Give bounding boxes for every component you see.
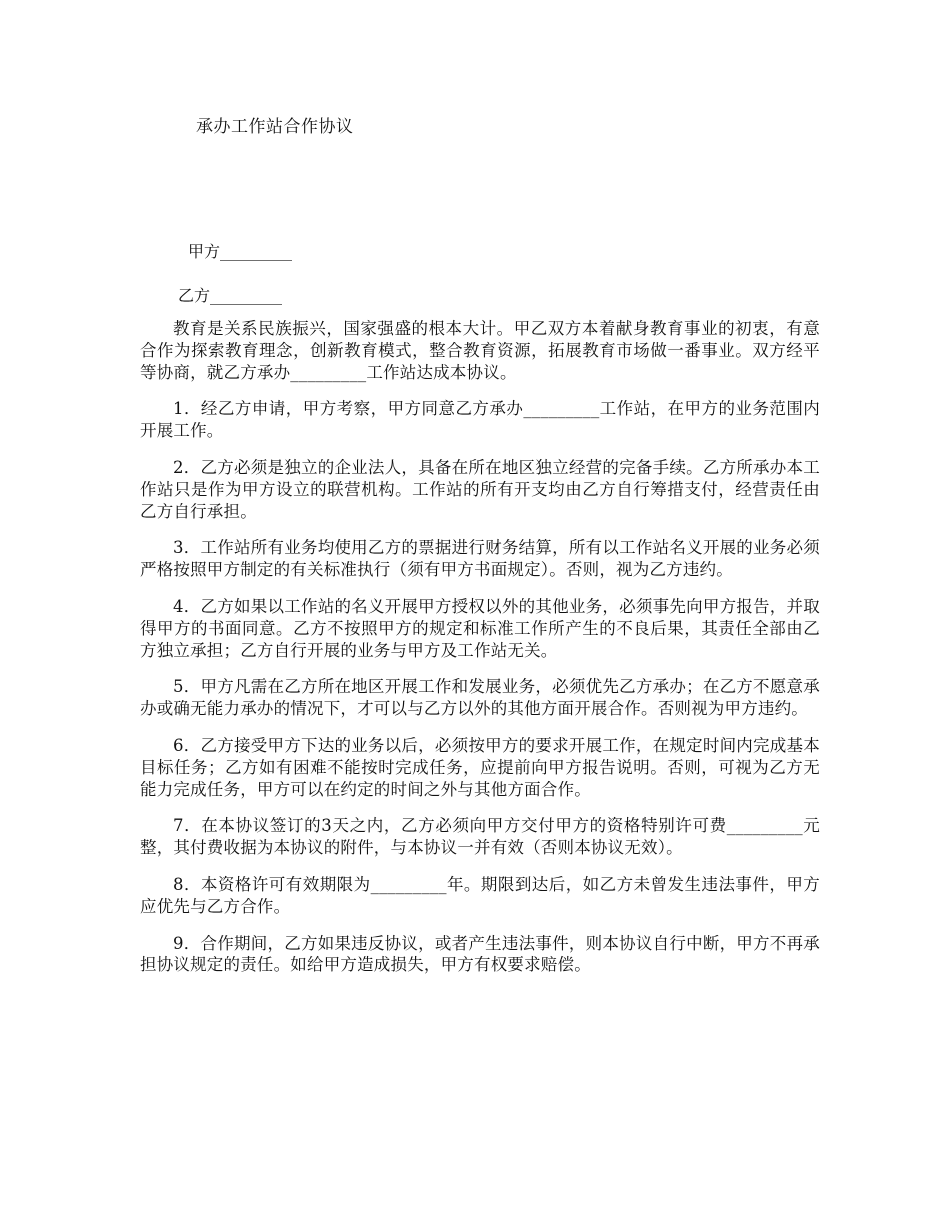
clause-8: 8．本资格许可有效期限为_________年。期限到达后，如乙方未曾发生违法事件，甲方应优先与乙方合作。 [140,874,820,916]
party-b-line: 乙方_________ [178,286,283,305]
preamble-paragraph: 教育是关系民族振兴，国家强盛的根本大计。甲乙双方本着献身教育事业的初衷，有意合作为探索教育理念，创新教育模式，整合教育资源，拓展教育市场做一番事业。双方经平等协商，就乙方承办_________工作站达成本协议。 [140,319,820,382]
clause-1: 1．经乙方申请，甲方考察，甲方同意乙方承办_________工作站，在甲方的业务范围内开展工作。 [140,399,820,441]
clause-6: 6．乙方接受甲方下达的业务以后，必须按甲方的要求开展工作，在规定时间内完成基本目标任务；乙方如有困难不能按时完成任务，应提前向甲方报告说明。否则，可视为乙方无能力完成任务，甲方可以在约定的时间之外与其他方面合作。 [140,735,820,799]
clause-9: 9．合作期间，乙方如果违反协议，或者产生违法事件，则本协议自行中断，甲方不再承担协议规定的责任。如给甲方造成损失，甲方有权要求赔偿。 [140,933,820,975]
agreement-body [140,318,820,991]
document-title: 承办工作站合作协议 [196,117,354,137]
clause-7: 7．在本协议签订的3天之内，乙方必须向甲方交付甲方的资格特别许可费_________元整，其付费收据为本协议的附件，与本协议一并有效（否则本协议无效）。 [140,816,820,858]
clause-5: 5．甲方凡需在乙方所在地区开展工作和发展业务，必须优先乙方承办；在乙方不愿意承办或确无能力承办的情况下，才可以与乙方以外的其他方面开展合作。否则视为甲方违约。 [140,677,820,719]
party-a-line: 甲方_________ [188,242,293,261]
clause-2: 2．乙方必须是独立的企业法人，具备在所在地区独立经营的完备手续。乙方所承办本工作站只是作为甲方设立的联营机构。工作站的所有开支均由乙方自行筹措支付，经营责任由乙方自行承担。 [140,457,820,521]
clause-4: 4．乙方如果以工作站的名义开展甲方授权以外的其他业务，必须事先向甲方报告，并取得甲方的书面同意。乙方不按照甲方的规定和标准工作所产生的不良后果，其责任全部由乙方独立承担；乙方自行开展的业务与甲方及工作站无关。 [140,596,820,660]
clause-3: 3．工作站所有业务均使用乙方的票据进行财务结算，所有以工作站名义开展的业务必须严格按照甲方制定的有关标准执行（须有甲方书面规定）。否则，视为乙方违约。 [140,538,820,580]
